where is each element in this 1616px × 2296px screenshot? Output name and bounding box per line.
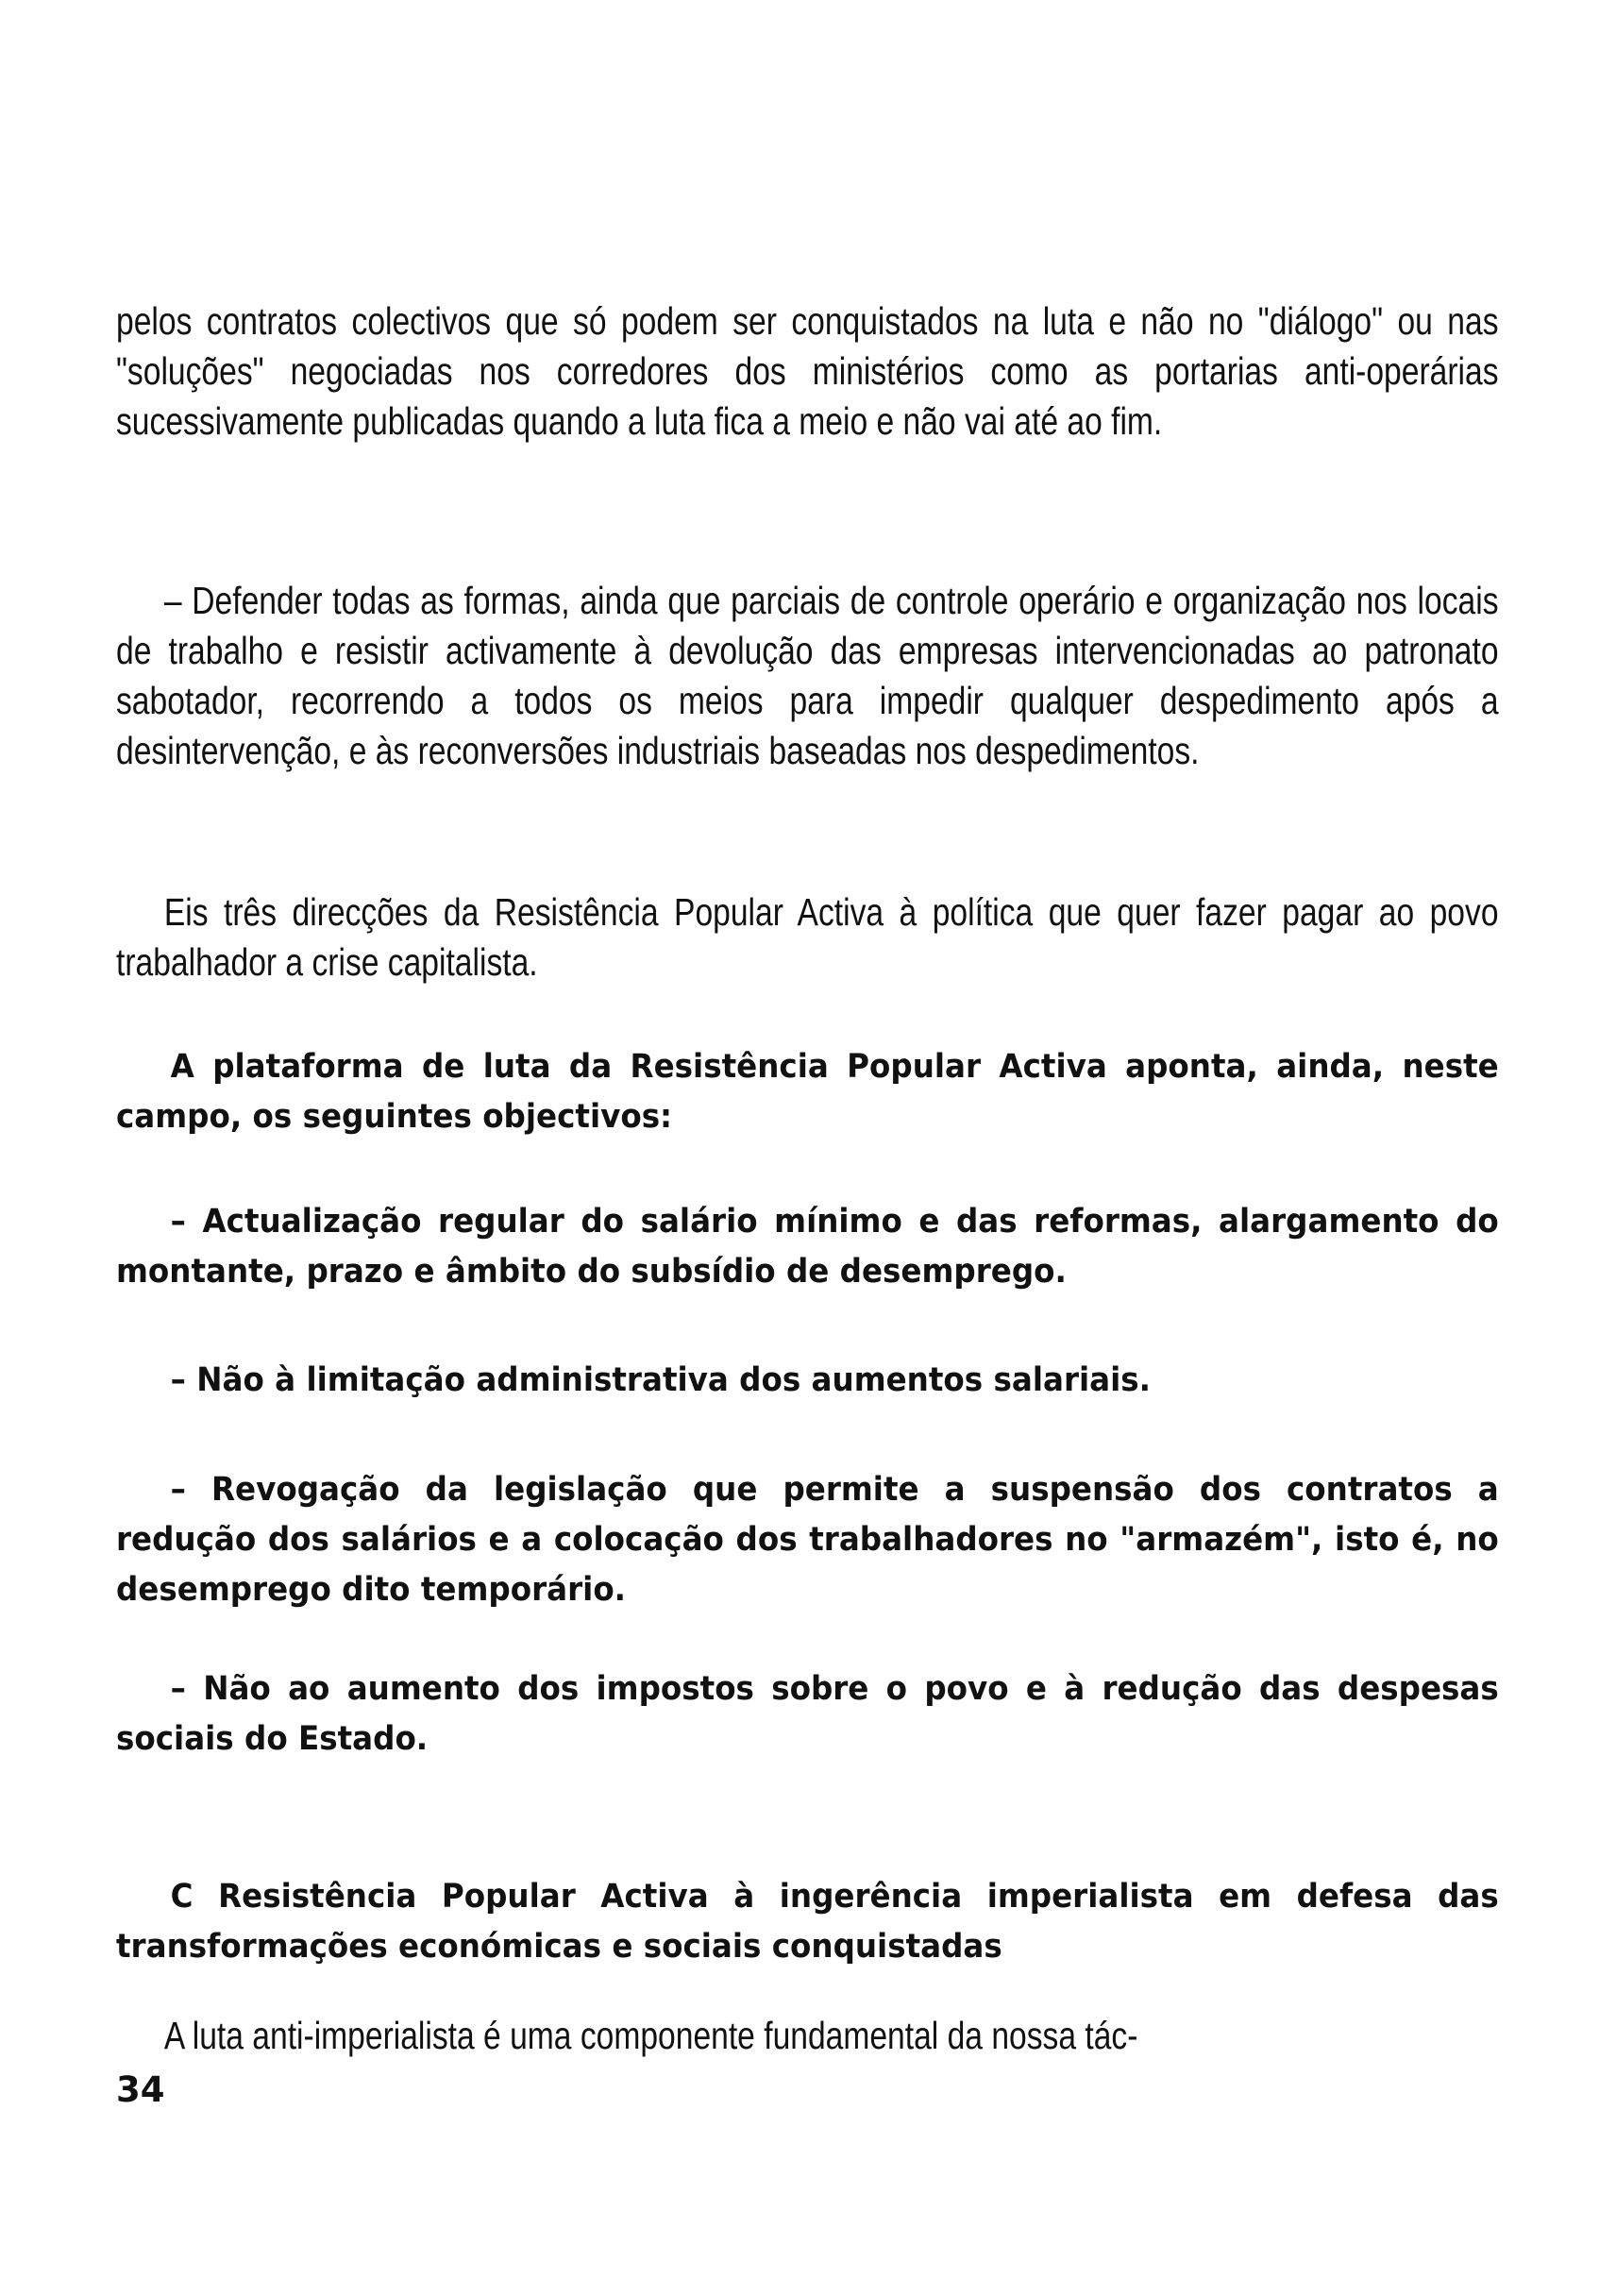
paragraph-plataforma: A plataforma de luta da Resistência Popular Activa aponta, ainda, neste campo, os seguintes objectivos: <box>116 1048 1499 1136</box>
paragraph-defender: – Defender todas as formas, ainda que parciais de controle operário e organização nos locais de trabalho e resistir activamente à devolução das empresas intervencionadas ao patronato sabotador, recorrendo a todos os meios para impedir qualquer despedimento após a desintervenção, e às reconversões industriais baseadas nos despedimentos. <box>116 579 1499 772</box>
paragraph-impostos: – Não ao aumento dos impostos sobre o povo e à redução das despesas sociais do Estado. <box>116 1670 1499 1758</box>
paragraph-revogacao: – Revogação da legislação que permite a suspensão dos contratos a redução dos salários e a colocação dos trabalhadores no "armazém", isto é, no desemprego dito temporário. <box>116 1471 1499 1609</box>
paragraph-contratos: pelos contratos colectivos que só podem ser conquistados na luta e não no "diálogo" ou nas "soluções" negociadas nos corredores dos ministérios como as portarias anti-operárias sucessivamente publicadas quando a luta fica a meio e não vai até ao fim. <box>116 299 1499 443</box>
paragraph-luta-anti-imperialista: A luta anti-imperialista é uma componente fundamental da nossa tác- <box>163 2014 1138 2057</box>
paragraph-actualizacao: – Actualização regular do salário mínimo e das reformas, alargamento do montante, prazo e âmbito do subsídio de desemprego. <box>116 1203 1499 1291</box>
paragraph-limitacao: – Não à limitação administrativa dos aumentos salariais. <box>170 1361 1152 1399</box>
page-number: 34 <box>116 2069 165 2110</box>
paragraph-eis-tres-direccoes: Eis três direcções da Resistência Popular Activa à política que quer fazer pagar ao povo trabalhador a crise capitalista. <box>116 890 1499 984</box>
section-heading-c: C Resistência Popular Activa à ingerência imperialista em defesa das transformações económicas e sociais conquistadas <box>116 1878 1499 1966</box>
